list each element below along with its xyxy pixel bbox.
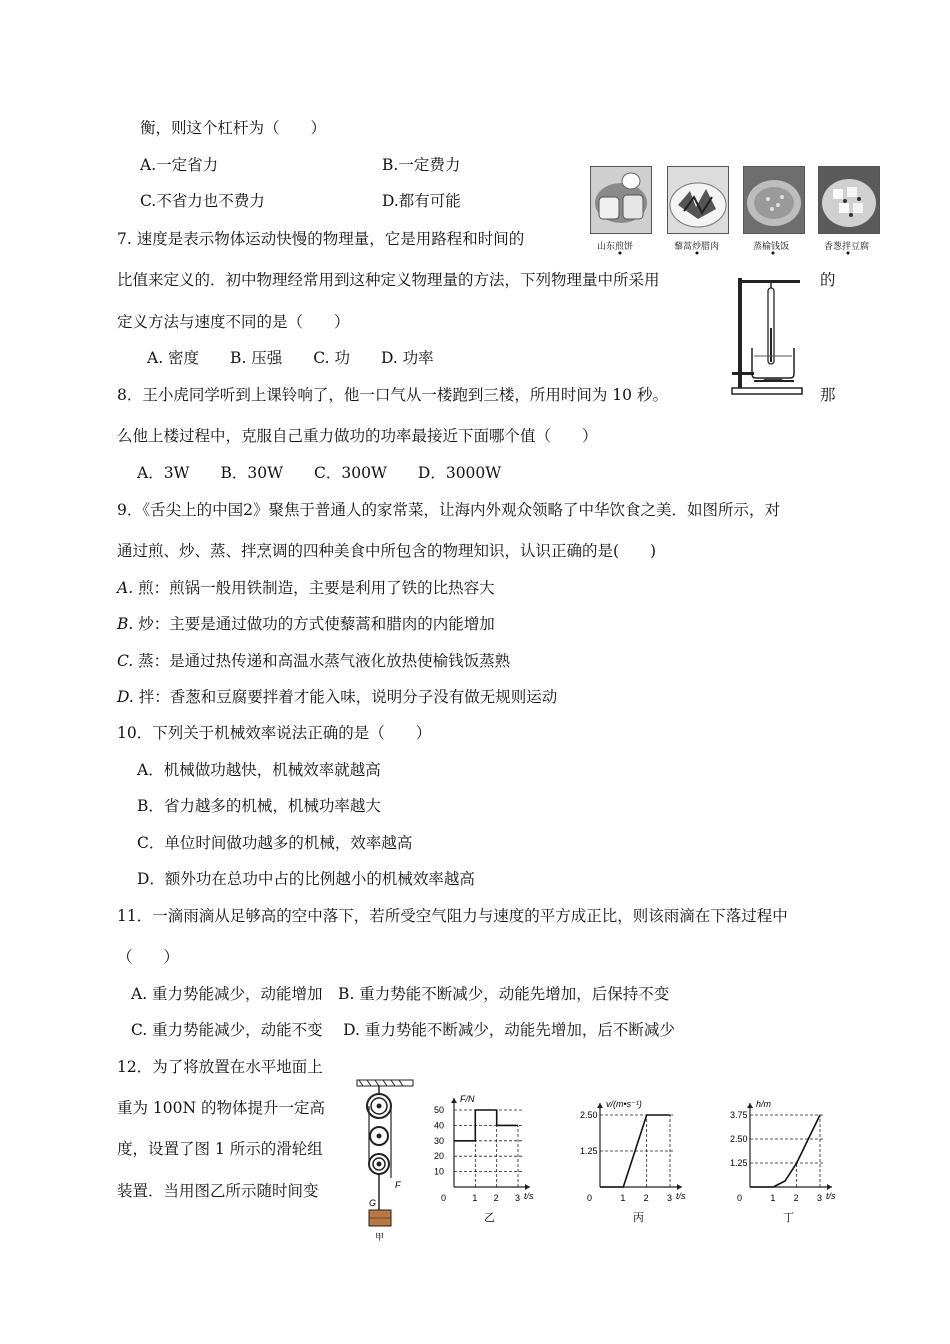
q6-option-b: B.一定费力	[382, 156, 461, 174]
force-caption: 乙	[484, 1212, 495, 1224]
q10-option-c: C．单位时间做功越多的机械，效率越高	[137, 834, 413, 852]
q9-option-d	[117, 687, 557, 707]
force-y-arrow	[451, 1098, 457, 1103]
pulley-weight-label: G	[369, 1198, 377, 1208]
q12-line-4: 装置．当用图乙所示随时间变	[117, 1182, 319, 1200]
force-x-arrow	[525, 1184, 530, 1190]
tofu-icon	[819, 167, 879, 233]
thermometer-apparatus	[730, 268, 806, 408]
force-x-tick-1: 1	[472, 1193, 478, 1203]
q9-option-b-text: 炒：主要是通过做功的方式使藜蒿和腊肉的内能增加	[138, 615, 495, 633]
q6-continuation: 衡，则这个杠杆为（ ）	[140, 119, 327, 137]
q10-stem: 10．下列关于机械效率说法正确的是（ ）	[117, 724, 432, 742]
stir-fry-icon	[668, 167, 728, 233]
q6-option-c: C.不省力也不费力	[140, 192, 265, 210]
q9-option-b-letter: B.	[117, 615, 134, 633]
velocity-x-arrow	[677, 1184, 682, 1190]
height-x-tick-3: 3	[817, 1193, 823, 1203]
height-y-tick-2.50: 2.50	[730, 1134, 748, 1144]
velocity-y-arrow	[597, 1103, 603, 1108]
q11-options-ab: A. 重力势能减少，动能增加 B. 重力势能不断减少，动能先增加，后保持不变	[131, 985, 670, 1003]
q9-option-c-letter: C.	[117, 652, 134, 670]
force-y-tick-20: 20	[434, 1151, 445, 1162]
height-y-label: h/m	[756, 1099, 772, 1109]
pulley-caption: 甲	[375, 1232, 385, 1242]
height-y-arrow	[747, 1103, 753, 1108]
q8-options: A．3W B．30W C．300W D．3000W	[137, 464, 502, 482]
force-y-label: F/N	[460, 1094, 475, 1104]
q9-option-d-letter: D.	[117, 688, 134, 706]
q9-option-a-letter: A.	[117, 579, 134, 597]
q9-option-c-text: 蒸：是通过热传递和高温水蒸气液化放热使榆钱饭蒸熟	[138, 652, 511, 670]
q9-option-a	[117, 578, 495, 598]
velocity-x-tick-0: 0	[587, 1193, 593, 1203]
height-x-label: t/s	[826, 1191, 836, 1201]
q11-line-1: 11．一滴雨滴从足够高的空中落下，若所受空气阻力与速度的平方成正比，则该雨滴在下落过程中	[117, 907, 788, 925]
pulley-force-label: F	[395, 1180, 401, 1190]
chart-force-time	[432, 1082, 532, 1222]
steamed-rice-icon	[744, 167, 804, 233]
velocity-x-tick-1: 1	[620, 1193, 626, 1203]
q9-option-d-text: 拌：香葱和豆腐要拌着才能入味，说明分子没有做无规则运动	[138, 688, 558, 706]
q6-option-d: D.都有可能	[382, 192, 461, 210]
force-x-label: t/s	[524, 1191, 534, 1201]
q7-line-3: 定义方法与速度不同的是（ ）	[117, 313, 350, 331]
height-x-arrow	[827, 1184, 832, 1190]
height-x-tick-1: 1	[770, 1193, 776, 1203]
q7-line-2: 比值来定义的．初中物理经常用到这种定义物理量的方法，下列物理量中所采用	[117, 271, 660, 289]
q8-line-1: 8．王小虎同学听到上课铃响了，他一口气从一楼跑到三楼，所用时间为 10 秒。	[117, 386, 668, 404]
q10-option-a: A．机械做功越快，机械效率就越高	[137, 761, 381, 779]
chart-velocity-time	[570, 1070, 695, 1222]
force-x-tick-2: 2	[493, 1193, 499, 1203]
q9-option-c	[117, 651, 510, 671]
pancake-icon	[591, 167, 651, 233]
q12-line-1: 12．为了将放置在水平地面上	[117, 1058, 323, 1076]
q11-options-cd: C. 重力势能减少，动能不变 D. 重力势能不断减少，动能先增加，后不断减少	[131, 1021, 675, 1039]
velocity-y-tick-1.25: 1.25	[580, 1146, 598, 1156]
force-y-tick-10: 10	[434, 1166, 445, 1177]
velocity-y-tick-2.50: 2.50	[580, 1110, 598, 1120]
food-label-3: 蒸榆钱饭	[753, 242, 790, 252]
q11-line-2: （ ）	[117, 948, 180, 966]
velocity-caption: 丙	[633, 1212, 644, 1224]
food-label-1: 山东煎饼	[597, 242, 634, 252]
velocity-x-tick-2: 2	[643, 1193, 649, 1203]
velocity-x-label: t/s	[676, 1191, 686, 1201]
q7-line-1: 7. 速度是表示物体运动快慢的物理量，它是用路程和时间的	[117, 230, 525, 248]
q6-option-a: A.一定省力	[140, 156, 219, 174]
pancake-photo	[590, 166, 652, 234]
height-x-tick-2: 2	[793, 1193, 799, 1203]
height-series-line	[750, 1115, 820, 1187]
q9-option-a-text: 煎：煎锅一般用铁制造，主要是利用了铁的比热容大	[138, 579, 495, 597]
height-caption: 丁	[783, 1212, 794, 1224]
q7-options: A. 密度 B. 压强 C. 功 D. 功率	[147, 349, 434, 367]
chart-height-time	[732, 1070, 857, 1222]
stir-fry-photo	[667, 166, 729, 234]
q12-line-3: 度，设置了图 1 所示的滑轮组	[117, 1140, 323, 1158]
q8-line-2: 么他上楼过程中，克服自己重力做功的功率最接近下面哪个值（ ）	[117, 427, 598, 445]
q9-line-2: 通过煎、炒、蒸、拌烹调的四种美食中所包含的物理知识，认识正确的是( )	[117, 542, 657, 560]
force-y-tick-50: 50	[434, 1105, 445, 1115]
height-y-tick-1.25: 1.25	[730, 1158, 748, 1168]
force-x-tick-0: 0	[441, 1193, 447, 1203]
pulley-figure	[355, 1078, 415, 1246]
q9-option-b	[117, 614, 495, 634]
height-y-tick-3.75: 3.75	[730, 1110, 748, 1120]
food-label-dots	[590, 248, 880, 258]
food-label-2: 藜蒿炒腊肉	[674, 242, 720, 252]
steamed-rice-photo	[743, 166, 805, 234]
velocity-x-tick-3: 3	[667, 1193, 673, 1203]
q10-option-b: B．省力越多的机械，机械功率越大	[137, 797, 381, 815]
force-y-tick-40: 40	[434, 1120, 445, 1131]
q7-line-2-tail: 的	[820, 271, 836, 289]
tofu-photo	[818, 166, 880, 234]
velocity-y-label: v/(m•s⁻¹)	[606, 1099, 642, 1109]
q12-line-2: 重为 100N 的物体提升一定高	[117, 1099, 326, 1117]
force-x-tick-3: 3	[515, 1193, 521, 1203]
q9-line-1: 9．《舌尖上的中国2》聚焦于普通人的家常菜，让海内外观众领略了中华饮食之美．如图所示，对	[117, 501, 780, 519]
height-x-tick-0: 0	[737, 1193, 743, 1203]
force-y-tick-30: 30	[434, 1135, 445, 1146]
q8-line-1-tail: 那	[820, 386, 836, 404]
q10-option-d: D．额外功在总功中占的比例越小的机械效率越高	[137, 870, 475, 888]
food-label-4: 香葱拌豆腐	[824, 242, 870, 252]
